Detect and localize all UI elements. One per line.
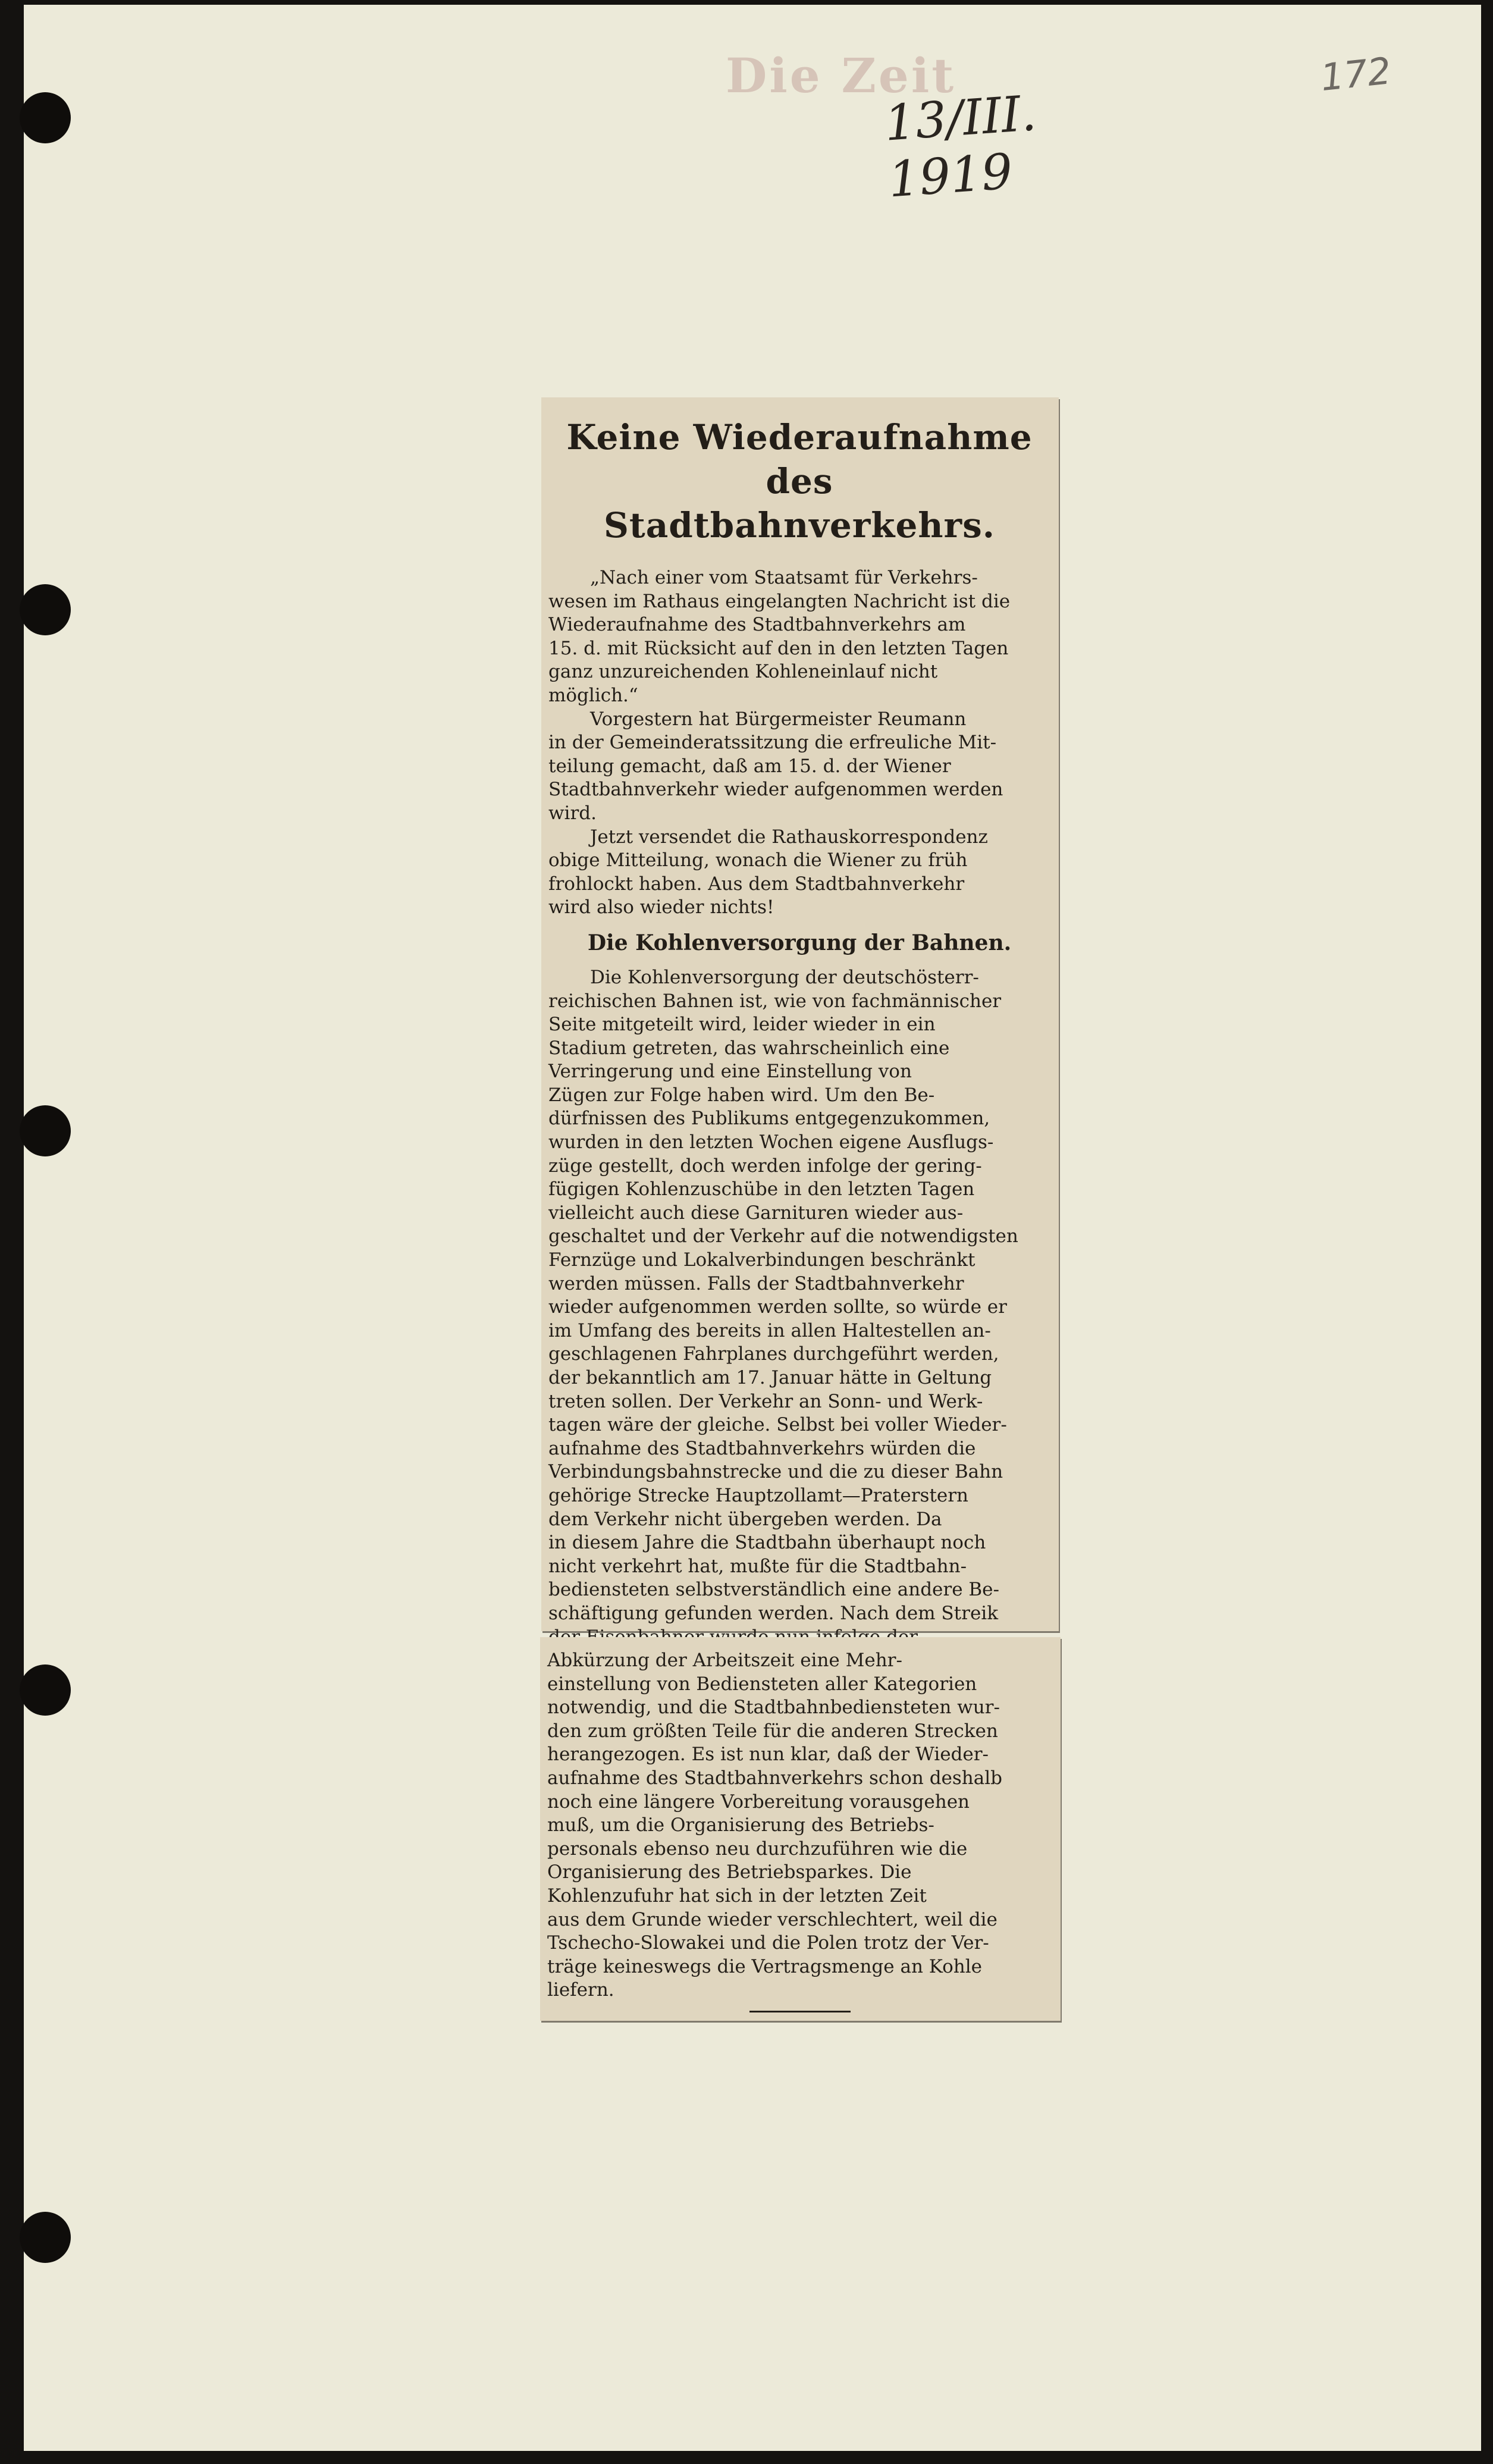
text-line: Verringerung und eine Einstellung von (548, 1061, 912, 1083)
text-line: Kohlenzufuhr hat sich in der letzten Zeit (547, 1885, 927, 1907)
binder-hole-4 (20, 1664, 71, 1716)
text-line: geschaltet und der Verkehr auf die notwendigsten (548, 1225, 1018, 1247)
text-line: möglich.“ (548, 684, 638, 706)
text-line: der bekanntlich am 17. Januar hätte in Geltung (548, 1367, 992, 1388)
text-line: reichischen Bahnen ist, wie von fachmännischer (548, 990, 1002, 1012)
text-line: schäftigung gefunden werden. Nach dem Streik (548, 1602, 998, 1624)
text-line: herangezogen. Es ist nun klar, daß der Wieder- (547, 1744, 989, 1766)
text-line: ganz unzureichenden Kohleneinlauf nicht (548, 661, 938, 683)
handwritten-page-number: 172 (1318, 49, 1393, 100)
text-line: aus dem Grunde wieder verschlechtert, weil die (547, 1908, 998, 1930)
text-line: Fernzüge und Lokalverbindungen beschränkt (548, 1249, 976, 1271)
text-line: frohlockt haben. Aus dem Stadtbahnverkehr (548, 873, 965, 895)
text-line: wird also wieder nichts! (548, 896, 774, 918)
headline-line-1: Keine Wiederaufnahme des (566, 417, 1033, 501)
binder-hole-2 (20, 584, 71, 635)
text-line: geschlagenen Fahrplanes durchgeführt werden, (548, 1343, 999, 1365)
text-line: Jetzt versendet die Rathauskorrespondenz (590, 826, 988, 848)
handwritten-date: 13/III. 1919 (882, 85, 1039, 209)
text-line: personals ebenso neu durchzuführen wie die (547, 1838, 968, 1860)
text-line: Verbindungsbahnstrecke und die zu dieser Bahn (548, 1461, 1003, 1483)
text-line: im Umfang des bereits in allen Haltestellen an- (548, 1319, 991, 1341)
text-line: gehörige Strecke Hauptzollamt—Praterstern (548, 1484, 969, 1506)
text-line: teilung gemacht, daß am 15. d. der Wiener (548, 755, 951, 777)
text-line: Tschecho-Slowakei und die Polen trotz der Ver- (547, 1932, 989, 1954)
text-line: „Nach einer vom Staatsamt für Verkehrs- (590, 567, 978, 588)
text-line: Vorgestern hat Bürgermeister Reumann (590, 708, 967, 730)
text-line: muß, um die Organisierung des Betriebs- (547, 1814, 934, 1836)
article-body (548, 966, 1050, 1649)
text-line: träge keineswegs die Vertragsmenge an Kohle (547, 1955, 982, 1977)
newspaper-clipping-2 (540, 1637, 1061, 2021)
text-line: wieder aufgenommen werden sollte, so würde er (548, 1296, 1007, 1318)
text-line: Stadium getreten, das wahrscheinlich eine (548, 1037, 950, 1059)
text-line: wird. (548, 802, 597, 824)
binder-hole-1 (20, 92, 71, 143)
article-continuation (547, 1649, 1052, 2002)
binder-hole-3 (20, 1105, 71, 1156)
text-line: dürfnissen des Publikums entgegenzukommen, (548, 1108, 990, 1130)
text-line: notwendig, und die Stadtbahnbediensteten wur- (547, 1697, 1000, 1719)
text-line: einstellung von Bediensteten aller Kategorien (547, 1673, 977, 1695)
end-rule (749, 2011, 851, 2012)
text-line: dem Verkehr nicht übergeben werden. Da (548, 1508, 942, 1530)
text-line: Wiederaufnahme des Stadtbahnverkehrs am (548, 614, 966, 636)
text-line: aufnahme des Stadtbahnverkehrs schon deshalb (547, 1767, 1002, 1789)
text-line: in diesem Jahre die Stadtbahn überhaupt noch (548, 1532, 986, 1554)
article-intro (548, 566, 1050, 920)
text-line: Stadtbahnverkehr wieder aufgenommen werden (548, 779, 1003, 801)
text-line: nicht verkehrt hat, mußte für die Stadtbahn- (548, 1555, 967, 1577)
text-line: bediensteten selbstverständlich eine andere Be- (548, 1579, 1000, 1601)
binder-hole-5 (20, 2212, 71, 2263)
text-line: züge gestellt, doch werden infolge der gering- (548, 1155, 982, 1177)
text-line: tagen wäre der gleiche. Selbst bei voller Wieder- (548, 1414, 1007, 1436)
text-line: Seite mitgeteilt wird, leider wieder in ein (548, 1014, 936, 1036)
text-line: treten sollen. Der Verkehr an Sonn- und Werk- (548, 1390, 983, 1412)
text-line: obige Mitteilung, wonach die Wiener zu früh (548, 849, 968, 872)
article-subheading: Die Kohlenversorgung der Bahnen. (587, 930, 1012, 955)
text-line: werden müssen. Falls der Stadtbahnverkehr (548, 1272, 964, 1294)
text-line: Organisierung des Betriebsparkes. Die (547, 1861, 912, 1883)
text-line: wurden in den letzten Wochen eigene Ausflugs- (548, 1131, 994, 1153)
text-line: den zum größten Teile für die anderen Strecken (547, 1720, 998, 1742)
text-line: Abkürzung der Arbeitszeit eine Mehr- (547, 1650, 902, 1671)
text-line: Zügen zur Folge haben wird. Um den Be- (548, 1084, 935, 1106)
text-line: aufnahme des Stadtbahnverkehrs würden die (548, 1437, 976, 1459)
text-line: 15. d. mit Rücksicht auf den in den letzten Tagen (548, 637, 1009, 659)
article-headline (548, 415, 1050, 547)
newspaper-stamp: Die Zeit (726, 48, 956, 104)
text-line: vielleicht auch diese Garnituren wieder aus- (548, 1202, 964, 1224)
text-line: liefern. (547, 1979, 614, 2001)
text-line: noch eine längere Vorbereitung vorausgehen (547, 1791, 970, 1813)
text-line: wesen im Rathaus eingelangten Nachricht ist die (548, 590, 1011, 612)
text-line: in der Gemeinderatssitzung die erfreuliche Mit- (548, 732, 997, 754)
text-line: fügigen Kohlenzuschübe in den letzten Tagen (548, 1178, 975, 1200)
newspaper-clipping-1 (541, 397, 1059, 1631)
text-line: Die Kohlenversorgung der deutschösterr- (590, 966, 979, 988)
headline-line-2: Stadtbahnverkehrs. (604, 505, 995, 546)
